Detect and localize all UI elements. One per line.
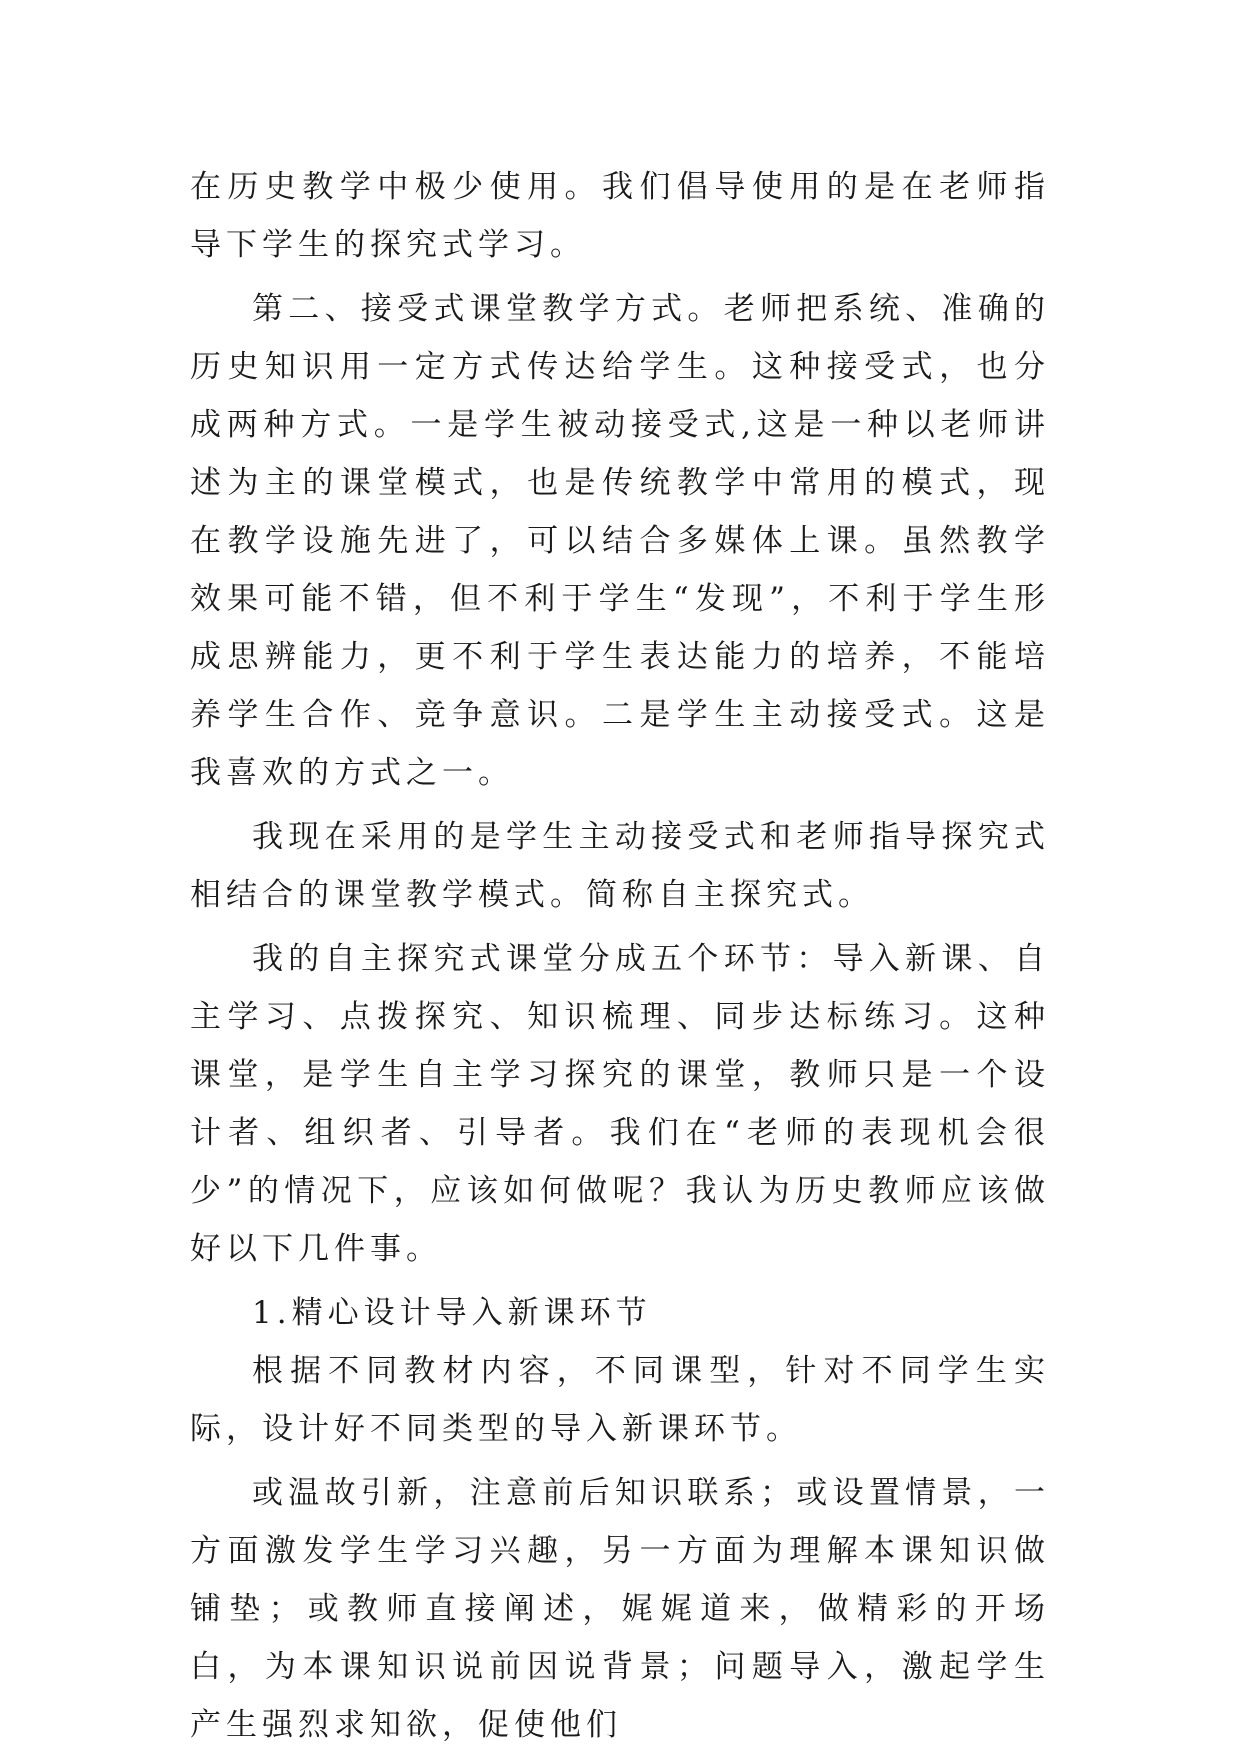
paragraph-2: 第二、接受式课堂教学方式。老师把系统、准确的历史知识用一定方式传达给学生。这种接受式，也分成两种方式。一是学生被动接受式,这是一种以老师讲述为主的课堂模式，也是传统教学中常用的模式，现在教学设施先进了，可以结合多媒体上课。虽然教学效果可能不错，但不利于学生“发现”，不利于学生形成思辨能力，更不利于学生表达能力的培养，不能培养学生合作、竞争意识。二是学生主动接受式。这是我喜欢的方式之一。 — [190, 291, 1050, 791]
paragraph-3: 我现在采用的是学生主动接受式和老师指导探究式相结合的课堂教学模式。简称自主探究式。 — [190, 819, 1050, 913]
paragraph-4: 我的自主探究式课堂分成五个环节：导入新课、自主学习、点拨探究、知识梳理、同步达标练习。这种课堂，是学生自主学习探究的课堂，教师只是一个设计者、组织者、引导者。我们在“老师的表现机会很少”的情况下，应该如何做呢？我认为历史教师应该做好以下几件事。 — [190, 941, 1050, 1267]
section-heading: 1.精心设计导入新课环节 — [252, 1295, 652, 1331]
paragraph-1: 在历史教学中极少使用。我们倡导使用的是在老师指导下学生的探究式学习。 — [190, 169, 1050, 263]
paragraph-5: 根据不同教材内容，不同课型，针对不同学生实际，设计好不同类型的导入新课环节。 — [190, 1353, 1050, 1447]
document-body — [190, 158, 1050, 1760]
paragraph-6: 或温故引新，注意前后知识联系；或设置情景，一方面激发学生学习兴趣，另一方面为理解本课知识做铺垫；或教师直接阐述，娓娓道来，做精彩的开场白，为本课知识说前因说背景；问题导入，激起学生产生强烈求知欲，促使他们 — [190, 1475, 1050, 1743]
